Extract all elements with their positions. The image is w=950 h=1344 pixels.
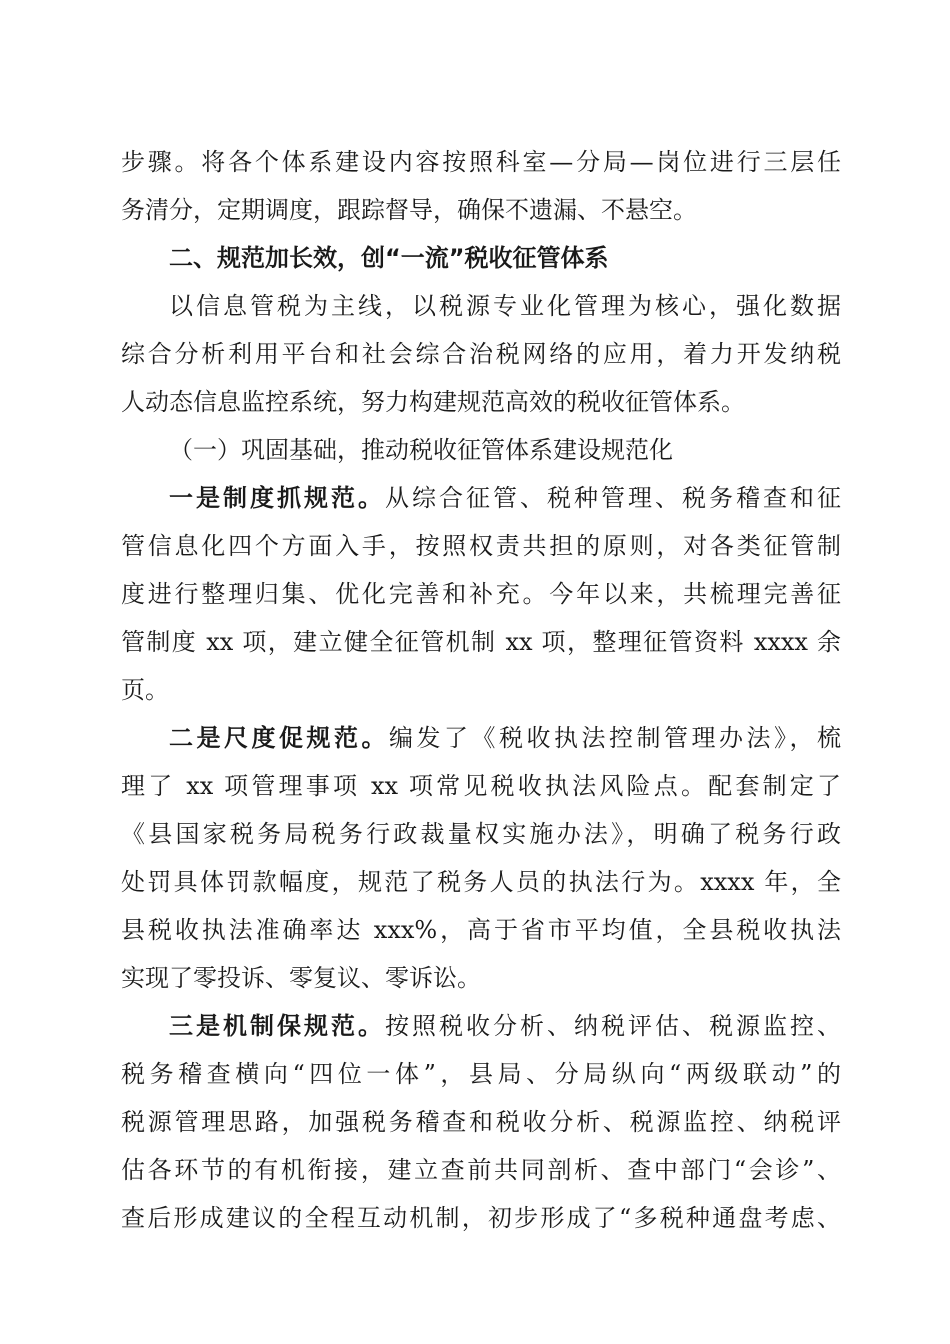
- paragraph-text: 从综合征管、税种管理、税务稽查和征: [385, 484, 841, 512]
- paragraph-lead: 一是制度抓规范。: [169, 484, 385, 512]
- text-line: 综合分析利用平台和社会综合治税网络的应用，着力开发纳税: [121, 340, 841, 368]
- text-line: 实现了零投诉、零复议、零诉讼。: [121, 964, 481, 992]
- text-line: 人动态信息监控系统，努力构建规范高效的税收征管体系。: [121, 388, 745, 416]
- paragraph-line: [169, 1010, 841, 1042]
- text-line: 度进行整理归集、优化完善和补充。今年以来，共梳理完善征: [121, 580, 841, 608]
- text-line: 税务稽查横向“四位一体”，县局、分局纵向“两级联动”的: [121, 1060, 841, 1088]
- text-line: 税源管理思路，加强税务稽查和税收分析、税源监控、纳税评: [121, 1108, 841, 1136]
- paragraph-text: 编发了《税收执法控制管理办法》，梳: [389, 724, 841, 752]
- paragraph-lead: 二是尺度促规范。: [169, 724, 389, 752]
- paragraph-lead: 三是机制保规范。: [169, 1012, 385, 1040]
- text-line: 以信息管税为主线，以税源专业化管理为核心，强化数据: [169, 292, 841, 320]
- paragraph-line: [169, 482, 841, 514]
- text-line: 查后形成建议的全程互动机制，初步形成了“多税种通盘考虑、: [121, 1204, 841, 1232]
- text-line: 理了 xx 项管理事项 xx 项常见税收执法风险点。配套制定了: [121, 772, 841, 800]
- text-line: 《县国家税务局税务行政裁量权实施办法》，明确了税务行政: [121, 820, 841, 848]
- text-line: 务清分，定期调度，跟踪督导，确保不遗漏、不悬空。: [121, 196, 697, 224]
- text-line: 页。: [121, 676, 169, 704]
- paragraph-line: [169, 722, 841, 754]
- paragraph-text: 按照税收分析、纳税评估、税源监控、: [385, 1012, 841, 1040]
- text-line: 县税收执法准确率达 xxx%，高于省市平均值，全县税收执法: [121, 916, 841, 944]
- text-line: 估各环节的有机衔接，建立查前共同剖析、查中部门“会诊”、: [121, 1156, 841, 1184]
- text-line: 处罚具体罚款幅度，规范了税务人员的执法行为。xxxx 年，全: [121, 868, 841, 896]
- subsection-heading: （一）巩固基础，推动税收征管体系建设规范化: [169, 436, 673, 464]
- text-line: 管信息化四个方面入手，按照权责共担的原则，对各类征管制: [121, 532, 841, 560]
- text-line: 管制度 xx 项，建立健全征管机制 xx 项，整理征管资料 xxxx 余: [121, 628, 841, 656]
- text-line: 步骤。将各个体系建设内容按照科室—分局—岗位进行三层任: [121, 148, 841, 176]
- section-heading: 二、规范加长效，创“一流”税收征管体系: [169, 244, 609, 272]
